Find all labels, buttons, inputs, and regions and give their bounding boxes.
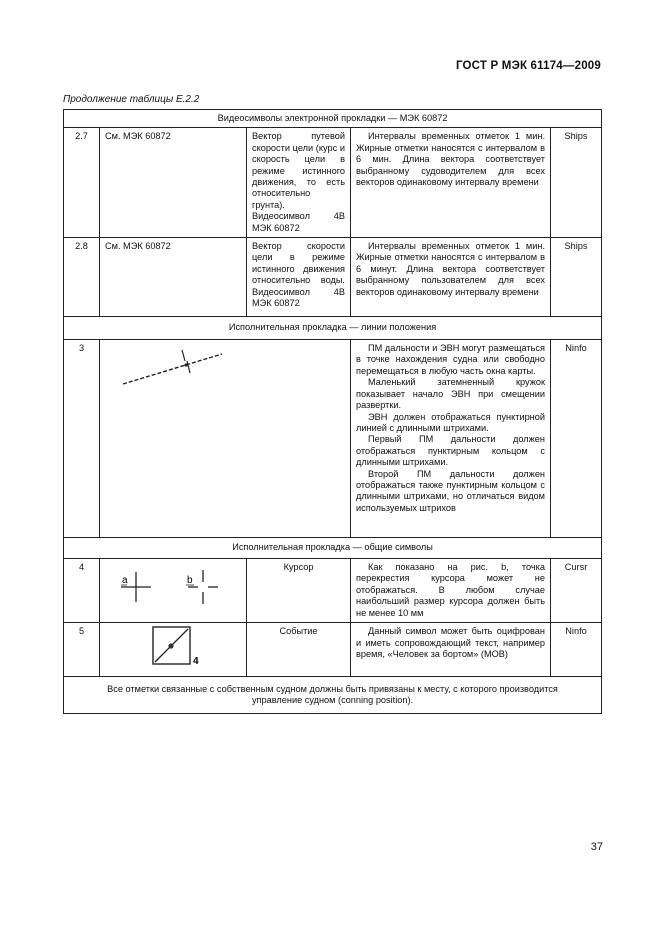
event-symbol	[100, 623, 246, 676]
page-number: 37	[590, 841, 603, 853]
symbol-description: Как показано на рис. b, точка перекрестия курсора может не отображаться. В любом случае наибольший размер курсора должен быть не менее 10 мм	[351, 559, 551, 623]
range-mark	[187, 361, 190, 373]
cursor-symbols	[100, 559, 246, 616]
footer-note-row	[64, 677, 602, 714]
symbol-description: Интервалы временных отметок 1 мин. Жирные отметки наносятся с интервалом в 6 минут. Длина вектора соответствует выбранному пользователем для всех векторов одинаковому интервалу времени	[351, 238, 551, 317]
table-row	[64, 623, 602, 677]
table-row	[64, 559, 602, 623]
table-row	[64, 340, 602, 538]
footer-note: Все отметки связанные с собственным судном должны быть привязаны к месту, с которого производится управление судном (conning position).	[64, 677, 602, 714]
symbol-description: ПМ дальности и ЭВН могут размещаться в точке нахождения судна или свободно перемещаться в любую часть окна карты. Маленький затемненный кружок показывает начало ЭВН при смещении развертки. ЭВН должен отображаться пунктирной линией с длинными штрихами. Первый ПМ дальности должен отображаться пунктирным кольцом с длинными штрихами. Второй ПМ дальности должен отображаться также пунктирным кольцом с длинными штрихами, но отличаться видом используемых штрихов	[351, 340, 551, 538]
section-title: Исполнительная прокладка — линии положения	[64, 317, 602, 340]
document-header: ГОСТ Р МЭК 61174—2009	[455, 60, 601, 72]
section-row-video	[64, 110, 602, 128]
symbol-cell	[100, 559, 247, 623]
symbol-code: Ships	[551, 238, 602, 317]
symbol-reference: См. МЭК 60872	[100, 238, 247, 317]
symbol-name: Курсор	[247, 559, 351, 623]
table-continuation-caption: Продолжение таблицы Е.2.2	[63, 94, 200, 105]
event-dot-icon	[168, 643, 173, 648]
symbol-name: Вектор путевой скорости цели (курс и скорость цели в режиме истинного движения, то есть относительно грунта). Видеосимвол 4В МЭК 60872	[247, 128, 351, 238]
symbol-code: Ninfo	[551, 623, 602, 677]
symbol-cell	[100, 623, 247, 677]
symbol-code: Ninfo	[551, 340, 602, 538]
cursor-b-label: b	[187, 575, 193, 587]
symbol-description: Интервалы временных отметок 1 мин. Жирные отметки наносятся с интервалом в 6 мин. Длина вектора соответствует выбранному судоводителем для всех векторов одинаковому интервалу времени	[351, 128, 551, 238]
section-title: Исполнительная прокладка — общие символы	[64, 538, 602, 559]
origin-dot-icon	[184, 363, 187, 366]
symbol-description: Данный символ может быть оцифрован и иметь сопровождающий текст, например время, «Человек за бортом» (МОВ)	[351, 623, 551, 677]
table-row	[64, 238, 602, 317]
row-number: 2.8	[64, 238, 100, 317]
cursor-a-label: a	[122, 575, 128, 587]
row-number: 5	[64, 623, 100, 677]
range-mark	[182, 350, 185, 361]
ebl-vrm-symbol	[100, 340, 350, 537]
symbol-cell	[100, 340, 351, 538]
section-row-general	[64, 538, 602, 559]
table-row	[64, 128, 602, 238]
row-number: 4	[64, 559, 100, 623]
event-number-label: 4	[193, 656, 199, 668]
symbol-name: Вектор скорости цели в режиме истинного движения относительно воды. Видеосимвол 4В МЭК 60872	[247, 238, 351, 317]
symbol-code: Cursr	[551, 559, 602, 623]
ebl-dashed-line	[123, 354, 222, 384]
row-number: 3	[64, 340, 100, 538]
symbol-code: Ships	[551, 128, 602, 238]
section-title: Видеосимволы электронной прокладки — МЭК 60872	[64, 110, 602, 128]
symbol-name: Событие	[247, 623, 351, 677]
symbols-table	[63, 109, 602, 714]
section-row-lines	[64, 317, 602, 340]
symbol-reference: См. МЭК 60872	[100, 128, 247, 238]
row-number: 2.7	[64, 128, 100, 238]
